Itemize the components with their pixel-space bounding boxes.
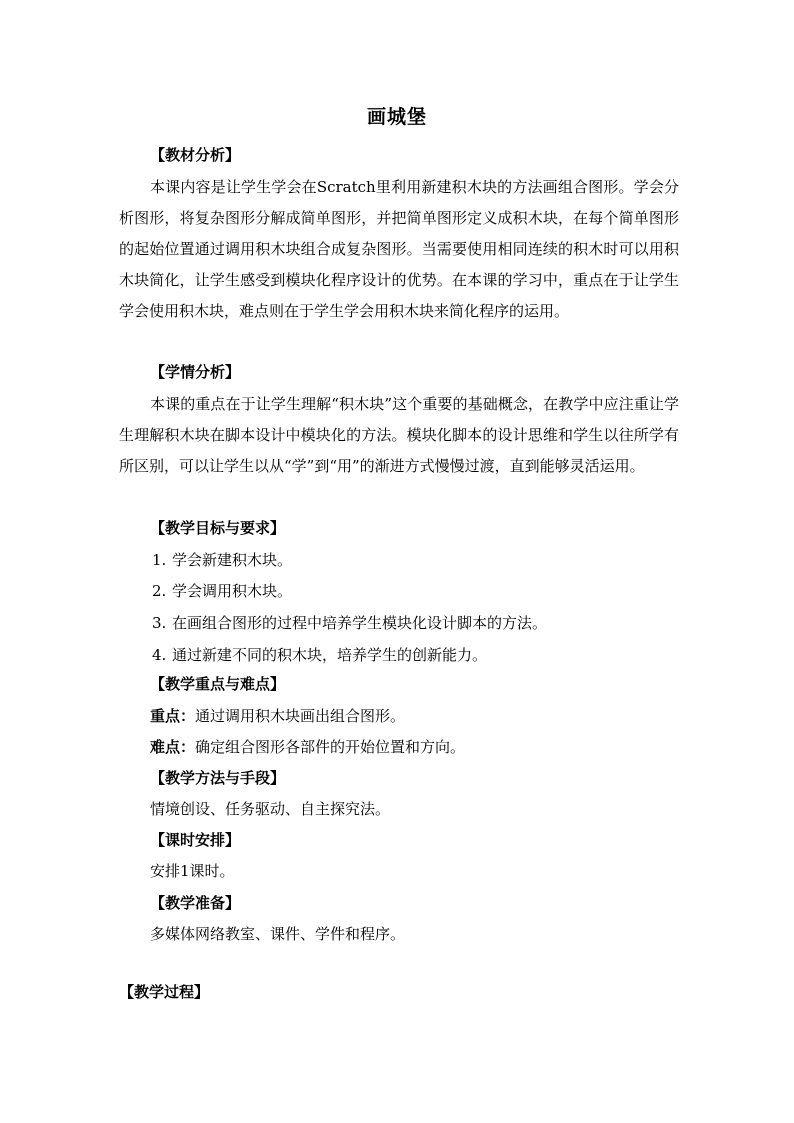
paragraph-student-analysis: 本课的重点在于让学生理解“积木块”这个重要的基础概念，在教学中应注重让学生理解积木块在脚本设计中模块化的方法。模块化脚本的设计思维和学生以往所学有所区别，可以让学生以从“学”到“用”的渐进方式慢慢过渡，直到能够灵活运用。 bbox=[119, 395, 679, 475]
objective-item bbox=[152, 611, 547, 635]
objective-number: 2. bbox=[152, 582, 167, 600]
heading-preparation: 【教学准备】 bbox=[150, 894, 241, 912]
heading-schedule: 【课时安排】 bbox=[150, 831, 241, 849]
schedule-text: 安排1课时。 bbox=[150, 862, 235, 880]
methods-text: 情境创设、任务驱动、自主探究法。 bbox=[150, 800, 391, 818]
focus-label: 重点： bbox=[150, 707, 196, 725]
difficulty-text: 确定组合图形各部件的开始位置和方向。 bbox=[195, 738, 466, 756]
focus-text: 通过调用积木块画出组合图形。 bbox=[195, 707, 406, 725]
objective-text: 学会新建积木块。 bbox=[172, 551, 293, 569]
heading-material-analysis: 【教材分析】 bbox=[150, 146, 241, 164]
objective-item bbox=[152, 548, 292, 572]
heading-methods: 【教学方法与手段】 bbox=[150, 769, 286, 787]
objective-text: 在画组合图形的过程中培养学生模块化设计脚本的方法。 bbox=[172, 614, 548, 632]
preparation-text: 多媒体网络教室、课件、学件和程序。 bbox=[150, 925, 406, 943]
document-title: 画城堡 bbox=[366, 106, 427, 128]
heading-key-points: 【教学重点与难点】 bbox=[150, 675, 286, 693]
objective-number: 3. bbox=[152, 614, 167, 632]
objective-item bbox=[152, 579, 292, 603]
paragraph-material-analysis: 本课内容是让学生学会在Scratch里利用新建积木块的方法画组合图形。学会分析图形，将复杂图形分解成简单图形，并把简单图形定义成积木块，在每个简单图形的起始位置通过调用积木块组合成复杂图形。当需要使用相同连续的积木时可以用积木块简化，让学生感受到模块化程序设计的优势。在本课的学习中，重点在于让学生学会使用积木块，难点则在于学生学会用积木块来简化程序的运用。 bbox=[119, 178, 679, 320]
objective-text: 通过新建不同的积木块，培养学生的创新能力。 bbox=[172, 646, 488, 664]
objective-text: 学会调用积木块。 bbox=[172, 582, 293, 600]
difficulty-line bbox=[150, 735, 465, 759]
objective-item bbox=[152, 643, 487, 667]
objective-number: 1. bbox=[152, 551, 167, 569]
heading-objectives: 【教学目标与要求】 bbox=[150, 519, 286, 537]
objective-number: 4. bbox=[152, 646, 167, 664]
difficulty-label: 难点： bbox=[150, 738, 196, 756]
focus-line bbox=[150, 704, 405, 728]
heading-process: 【教学过程】 bbox=[119, 983, 210, 1001]
heading-student-analysis: 【学情分析】 bbox=[150, 363, 241, 381]
